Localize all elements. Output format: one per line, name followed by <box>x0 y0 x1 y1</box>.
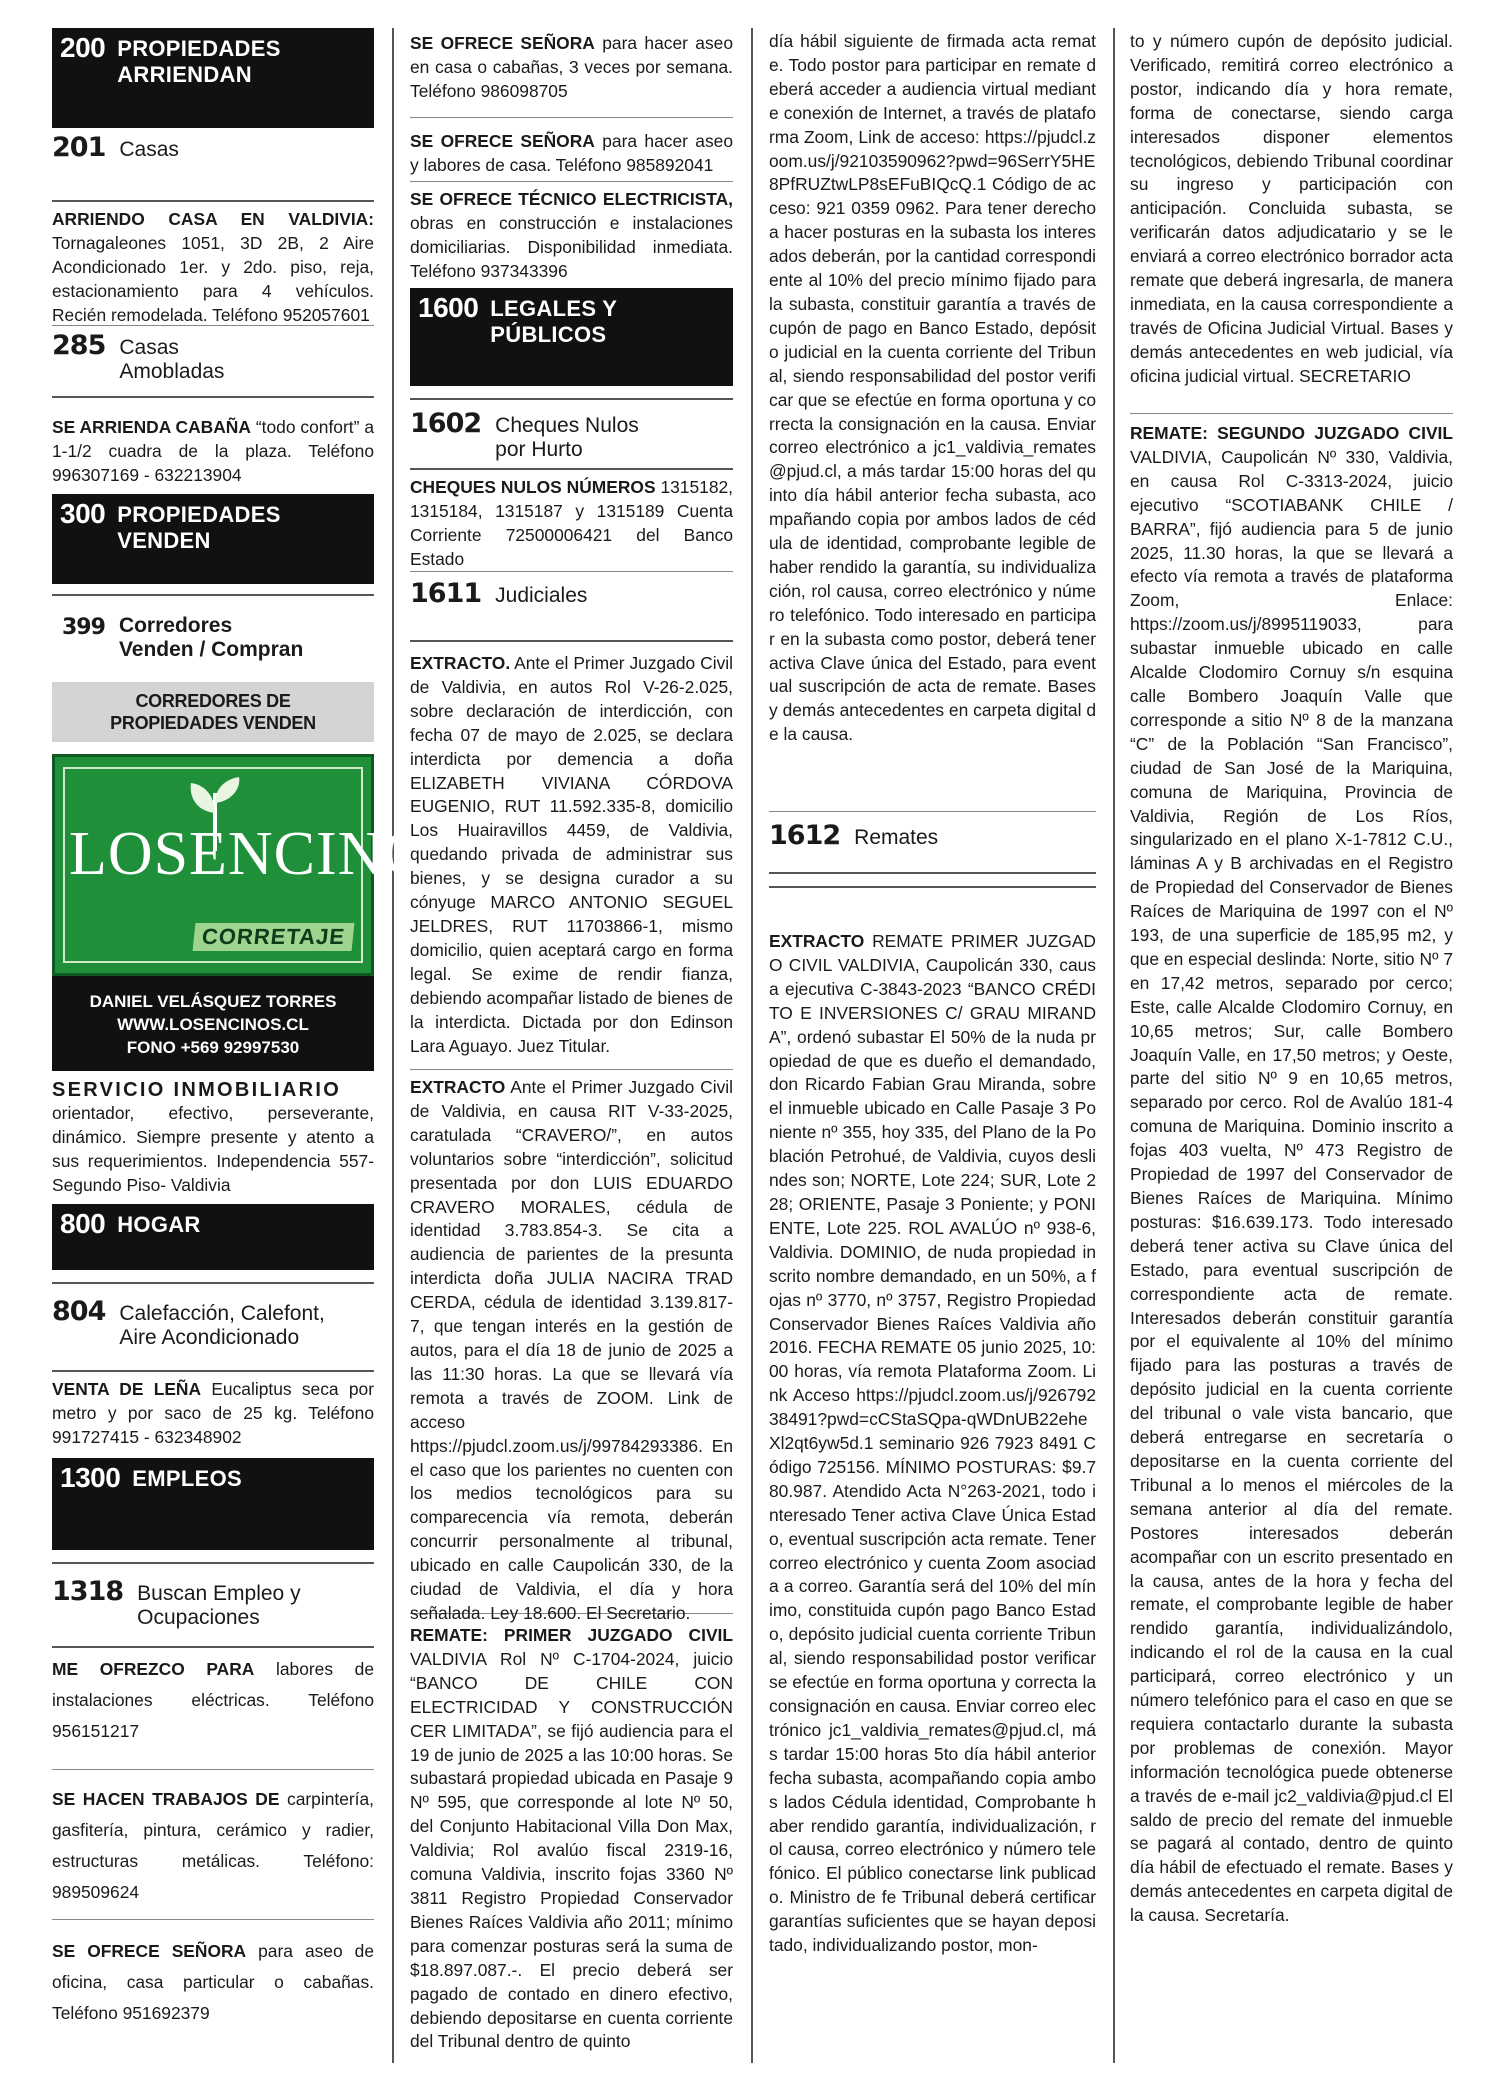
section-399-header <box>52 594 374 682</box>
ad-body: “todo confort” a 1-1/2 cuadra de la plaza. Teléfono 996307169 - 632213904 <box>52 417 374 485</box>
ad-body: para aseo de oficina, casa particular o cabañas. Teléfono 951692379 <box>52 1941 375 2023</box>
servicio-body: orientador, efectivo, perseverante, dinámico. Siempre presente y atento a sus requerimientos. Independencia 557- Segundo Piso- Valdivia <box>52 1103 374 1195</box>
contact-name: DANIEL VELÁSQUEZ TORRES <box>89 992 337 1011</box>
section-804-header <box>52 1284 374 1372</box>
contact-phone: FONO +569 92997530 <box>126 1038 300 1057</box>
section-label: Casas Amobladas <box>119 336 225 383</box>
ad-body: 1315182, 1315184, 1315187 y 1315189 Cuenta Corriente 72500006421 del Banco Estado <box>410 477 733 569</box>
section-number: 1300 <box>60 1462 121 1493</box>
section-number: 800 <box>60 1208 106 1239</box>
section-1611-header <box>410 572 733 642</box>
section-label: Calefacción, Calefont, Aire Acondicionado <box>119 1302 325 1349</box>
ad-body: para hacer aseo y labores de casa. Teléfono 985892041 <box>410 131 734 175</box>
section-label: EMPLEOS <box>132 1466 242 1491</box>
ad-head: ME OFREZCO PARA <box>52 1659 255 1679</box>
ad-head: SE OFRECE TÉCNICO ELECTRICISTA, <box>410 189 733 209</box>
ad-me-ofrezco <box>52 1648 374 1770</box>
section-number: 285 <box>52 330 106 361</box>
ad-extracto-interdiccion-1 <box>410 642 733 1070</box>
ad-arriendo-casa <box>52 202 374 326</box>
ad-head: EXTRACTO <box>410 1077 506 1097</box>
section-285-header <box>52 326 374 398</box>
ad-body: labores de instalaciones eléctricas. Teléfono 956151217 <box>52 1659 374 1741</box>
section-label: Judiciales <box>495 584 588 607</box>
section-number: 300 <box>60 498 106 529</box>
section-label: Buscan Empleo y Ocupaciones <box>137 1582 301 1629</box>
logo-tag: CORRETAJE <box>192 923 354 951</box>
corredores-title: CORREDORES DE PROPIEDADES VENDEN <box>52 682 374 742</box>
ad-senora-aseo-2 <box>410 118 733 182</box>
ad-body: para hacer aseo en casa o cabañas, 3 veces por semana. Teléfono 986098705 <box>410 33 734 101</box>
ad-body: REMATE PRIMER JUZGADO CIVIL VALDIVIA, Caupolicán 330, causa ejecutiva C-3843-2023 “BANCO CRÉDITO E INVERSIONES C/ GRAU MIRANDA”, ordenó subastar El 50% de la nuda propiedad de que es dueño el demandado, don Ricardo Fabian Grau Miranda, sobre el inmueble ubicado en Calle Pasaje 3 Poniente nº 355, hoy 335, del Plano de la Población Petrohué, de Valdivia, cuyos deslindes son; NORTE, Lote 224; SUR, Lote 228; ORIENTE, Pasaje 3 Poniente; y PONIENTE, Lote 225. ROL AVALÚO nº 938-6, Valdivia. DOMINIO, de nuda propiedad inscrito nombre demandado, en un 50%, a fojas nº 3770, nº 3757, Registro Propiedad Conservador Bienes Raíces Valdivia año 2016. FECHA REMATE 05 junio 2025, 10:00 horas, vía remota Plataforma Zoom. Link Acceso https://pjudcl.zoom.us/j/92679238491?pwd=cCStaSQpa-qWDnUB22eheXl2qt6yw5d.1 seminario 926 7923 8491 Código 725156. MÍNIMO POSTURAS: $9.780.987. Atendido Acta N°263-2021, todo interesado Tener activa Clave Única Estado, eventual suscripción acta remate. Tener correo electrónico y cuenta Zoom asociada a correo. Garantía será del 10% del mínimo, constituida cupón pago Banco Estado, depósito judicial cuenta corriente Tribunal, siendo responsabilidad postor verificar se efectúe en forma oportuna y correcta la consignación en causa. Enviar correo electrónico jc1_valdivia_remates@pjud.cl, más tardar 15:00 horas 5to día hábil anterior fecha subasta, acompañando copia ambos lados Cédula identidad, Comprobante haber rendido garantía, individualización, rol causa, correo electrónico y número telefónico. El público conectarse link publicado. Ministro de fe Tribunal deberá certificar garantías suficientes que se hayan depositado, individualizando postor, mon- <box>769 931 1096 1956</box>
section-800-header <box>52 1204 374 1270</box>
ad-body: carpintería, gasfitería, pintura, cerámico y radier, estructuras metálicas. Teléfono: 989509624 <box>52 1789 374 1902</box>
corredor-contact <box>52 976 374 1071</box>
ad-head: REMATE: PRIMER JUZGADO CIVIL <box>410 1625 733 1645</box>
ad-body: Tornagaleones 1051, 3D 2B, 2 Aire Acondicionado 1er. y 2do. piso, reja, estacionamiento para 4 vehículos. Recién remodelada. Teléfono 952057601 <box>52 232 374 325</box>
section-label: HOGAR <box>117 1212 201 1237</box>
section-number: 1602 <box>410 408 482 439</box>
section-number: 1600 <box>418 292 479 323</box>
ad-remate-segundo-juzgado <box>1130 414 1453 1936</box>
section-number: 200 <box>60 32 106 63</box>
contact-web: WWW.LOSENCINOS.CL <box>117 1015 309 1034</box>
ad-body: VALDIVIA Rol Nº C-1704-2024, juicio “BANCO DE CHILE CON ELECTRICIDAD Y CONSTRUCCIÓN CER LIMITADA”, se fijó audiencia para el 19 de junio de 2025 a las 10:00 horas. Se subastará propiedad ubicada en Pasaje 9 Nº 595, que corresponde al lote Nº 50, del Conjunto Habitacional Villa Don Max, Valdivia; Rol avalúo fiscal 2319-16, comuna Valdivia, inscrito fojas 3360 Nº 3811 Registro Propiedad Conservador Bienes Raíces Valdivia año 2011; mínimo para comenzar posturas será la suma de $18.897.087.-. El precio deberá ser pagado de contado en dinero efectivo, debiendo depositarse en cuenta corriente del Tribunal dentro de quinto <box>410 1648 733 2052</box>
section-label: Casas <box>119 138 179 161</box>
ad-head: ARRIENDO CASA EN VALDIVIA: <box>52 209 374 229</box>
section-number: 1611 <box>410 578 482 609</box>
section-number: 804 <box>52 1296 106 1327</box>
ad-cheques-nulos <box>410 470 733 572</box>
ad-trabajos <box>52 1770 374 1920</box>
ad-head: SE HACEN TRABAJOS DE <box>52 1789 280 1809</box>
ad-body: obras en construcción e instalaciones domiciliarias. Disponibilidad inmediata. Teléfono 937343396 <box>410 212 733 281</box>
ad-tecnico-electricista <box>410 182 733 288</box>
ad-venta-lena <box>52 1372 374 1458</box>
section-label: Corredores Venden / Compran <box>118 614 304 661</box>
section-label: Remates <box>854 826 939 849</box>
ad-body: Eucaliptus seca por metro y por saco de 25 kg. Teléfono 991727415 - 632348902 <box>52 1379 374 1447</box>
section-label: LEGALES Y PÚBLICOS <box>490 296 618 347</box>
ad-remate-primer-juzgado <box>410 1614 733 2062</box>
ad-head: EXTRACTO. <box>410 653 511 673</box>
section-1612-header <box>769 812 1096 874</box>
ad-head: EXTRACTO <box>769 931 865 951</box>
ad-arrienda-cabana <box>52 398 374 494</box>
section-label: Cheques Nulos por Hurto <box>495 414 639 461</box>
section-number: 399 <box>62 615 105 640</box>
logo-word-right: ENCINOS <box>189 820 465 888</box>
ad-body: Ante el Primer Juzgado Civil de Valdivia, en causa RIT V-33-2025, caratulada “CRAVERO/”, en autos voluntarios sobre “interdicción”, solicitud presentada por don LUIS EDUARDO CRAVERO MORALES, cédula de identidad 3.783.854-3. Se cita a audiencia de parientes de la presunta interdicta doña JULIA NACIRA TRAD CERDA, cédula de identidad 3.139.817-7, que tengan interés en la gestión de autos, para el día 18 de junio de 2025 a las 11:30 horas. La que se llevará vía remota a través de ZOOM. Link de acceso https://pjudcl.zoom.us/j/99784293386. En el caso que los parientes no cuenten con los medios tecnológicos para su comparecencia vía remota, deberán concurrir personalmente al tribunal, ubicado en calle Caupolicán 330, de la ciudad de Valdivia, el día y hora señalada. Ley 18.600. El Secretario. <box>410 1077 733 1623</box>
ad-head: SE OFRECE SEÑORA <box>410 33 595 53</box>
ad-body: Ante el Primer Juzgado Civil de Valdivia, en autos Rol V-26-2.025, sobre declaración de interdicción, con fecha 07 de mayo de 2.025, se declara interdicta por demencia a doña ELIZABETH VIVIANA CÓRDOVA EUGENIO, RUT 11.592.335-8, domicilio Los Huairavillos 4459, de Valdivia, quedando privada de administrar sus bienes, y se designa curador a su cónyuge MARCO ANTONIO SEGUEL JELDRES, RUT 11703866-1, mismo domicilio, quien aceptará cargo en forma legal. Se exime de rendir fianza, debiendo acompañar listado de bienes de la interdicta. Dictada por don Edinson Lara Aguayo. Juez Titular. <box>410 653 733 1056</box>
ad-head: SE ARRIENDA CABAÑA <box>52 417 251 437</box>
ad-head: SE OFRECE SEÑORA <box>52 1941 247 1961</box>
section-label: PROPIEDADES VENDEN <box>117 502 281 553</box>
column-2 <box>410 28 733 2063</box>
ad-senora-aseo-1 <box>410 28 733 118</box>
ad-head: REMATE: SEGUNDO JUZGADO CIVIL <box>1130 423 1453 443</box>
ad-extracto-remate-cont: to y número cupón de depósito judicial. Verificado, remitirá correo electrónico a postor, indicando día y hora remate, forma de conectarse, siendo carga interesados disponer elementos tecnológicos, debiendo Tribunal coordinar su ingreso y participación con anticipación. Concluida subasta, se verificarán datos adjudicatario y se le enviará a correo electrónico borrador acta remate que deberá ingresarla, de manera inmediata, en la causa correspondiente a través de Oficina Judicial Virtual. Bases y demás antecedentes en web judicial, vía oficina judicial virtual. SECRETARIO <box>1130 28 1453 414</box>
section-1600-header <box>410 288 733 386</box>
ad-extracto-remate <box>769 886 1096 1966</box>
section-1602-header <box>410 400 733 470</box>
ad-extracto-interdiccion-2 <box>410 1070 733 1623</box>
section-300-header <box>52 494 374 584</box>
column-4 <box>1130 28 1453 2063</box>
section-number: 201 <box>52 132 106 163</box>
section-201-header <box>52 128 374 188</box>
ad-body: VALDIVIA, Caupolicán Nº 330, Valdivia, en causa Rol C-3313-2024, juicio ejecutivo “SCOTIABANK CHILE / BARRA”, fijó audiencia para 5 de junio 2025, 11.30 horas, la que se llevará a efecto vía remota a través de plataforma Zoom, Enlace: https://zoom.us/j/8995119033, para subastar inmueble ubicado en calle Alcalde Clodomiro Cornuy s/n esquina calle Bombero Joaquín Valle que corresponde a sitio Nº 8 de la manzana “C” de la Población “San Francisco”, ciudad de San José de la Mariquina, comuna de Mariquina, Provincia de Valdivia, Región de Los Ríos, singularizado en el plano X-1-7812 C.U., láminas A y B archivadas en el Registro de Propiedad del Conservador de Bienes Raíces de Mariquina de 1997 con el Nº 193, de una superficie de 185,95 m2, y que en especial deslinda: Norte, sitio Nº 7 en 17,42 metros, separado por cerco; Este, calle Alcalde Clodomiro Cornuy, en 10,65 metros; Sur, calle Bombero Joaquín Valle, en 17,50 metros; y Oeste, parte del sitio Nº 9 en 10,65 metros, separado por cerco. Rol de Avalúo 181-4 comuna de Mariquina. Dominio inscrito a fojas 403 vuelta, Nº 473 Registro de Propiedad de 1997 del Conservador de Bienes Raíces de Mariquina. Mínimo posturas: $16.639.173. Todo interesado deberá tener activa su Clave única del Estado, para eventual suscripción de correspondiente acta de remate. Interesados deberán constituir garantía por el equivalente al 10% del mínimo fijado para las posturas a través de depósito judicial en la cuenta corriente del tribunal o vale vista bancario, que deberá entregarse en secretaría o depositarse en la cuenta corriente del Tribunal a lo menos el miércoles de la semana anterior al día del remate. Postores interesados deberán acompañar con un escrito presentado en la causa, antes de la hora y fecha del remate, el comprobante legible de haber rendido garantía, individualizándolo, indicando el rol de la causa en la cual participará, correo electrónico y un número telefónico para el caso en que se requiera contactarlo durante la subasta por problemas de conexión. Mayor información tecnológica puede obtenerse a través de e-mail jc2_valdivia@pjud.cl El saldo de precio del remate del inmueble se pagará al contado, dentro de quinto día hábil de efectuado el remate. Bases y demás antecedentes en carpeta digital de la causa. Secretaría. <box>1130 446 1453 1926</box>
section-number: 1318 <box>52 1576 124 1607</box>
section-number: 1612 <box>769 820 841 851</box>
logo-word-left: LOS <box>69 820 190 888</box>
ad-senora-oficina <box>52 1920 374 2037</box>
ad-remate-primer-juzgado-cont: día hábil siguiente de firmada acta remate. Todo postor para participar en remate deberá acceder a audiencia virtual mediante conexión de Internet, a través de plataforma Zoom, Link de acceso: https://pjudcl.zoom.us/j/92103590962?pwd=96SerrY5HE8PfRUZtwLP8sEFuBIQcQ.1 Código de acceso: 921 0359 0962. Para tener derecho a hacer posturas en la subasta los interesados deberán, por la cantidad correspondiente al 10% del precio mínimo fijado para la subasta, constituir garantía a través de cupón de pago en Banco Estado, depósito judicial en la cuenta corriente del Tribunal, siendo responsabilidad del postor verificar que se efectúe en forma oportuna y correcta la consignación en la causa. Enviar correo electrónico a jc1_valdivia_remates@pjud.cl, a más tardar 15:00 horas del quinto día hábil anterior fecha subasta, acompañando copia por ambos lados de cédula de identidad, comprobante legible de haber rendido la garantía, su individualización, rol causa, correo electrónico y número telefónico. Todo interesado en participar en la subasta como postor, deberá tener activa Clave única del Estado, para eventual suscripción de acta de remate. Bases y demás antecedentes en carpeta digital de la causa. <box>769 28 1096 812</box>
ad-head: SE OFRECE SEÑORA <box>410 131 595 151</box>
section-1318-header <box>52 1564 374 1648</box>
servicio-title: SERVICIO INMOBILIARIO <box>52 1079 342 1101</box>
section-200-header <box>52 28 374 128</box>
ad-head: CHEQUES NULOS NÚMEROS <box>410 477 656 497</box>
section-1300-header <box>52 1458 374 1550</box>
column-3 <box>769 28 1096 2063</box>
section-label: PROPIEDADES ARRIENDAN <box>117 36 281 87</box>
ad-head: VENTA DE LEÑA <box>52 1379 202 1399</box>
los-encinos-logo <box>52 754 465 976</box>
